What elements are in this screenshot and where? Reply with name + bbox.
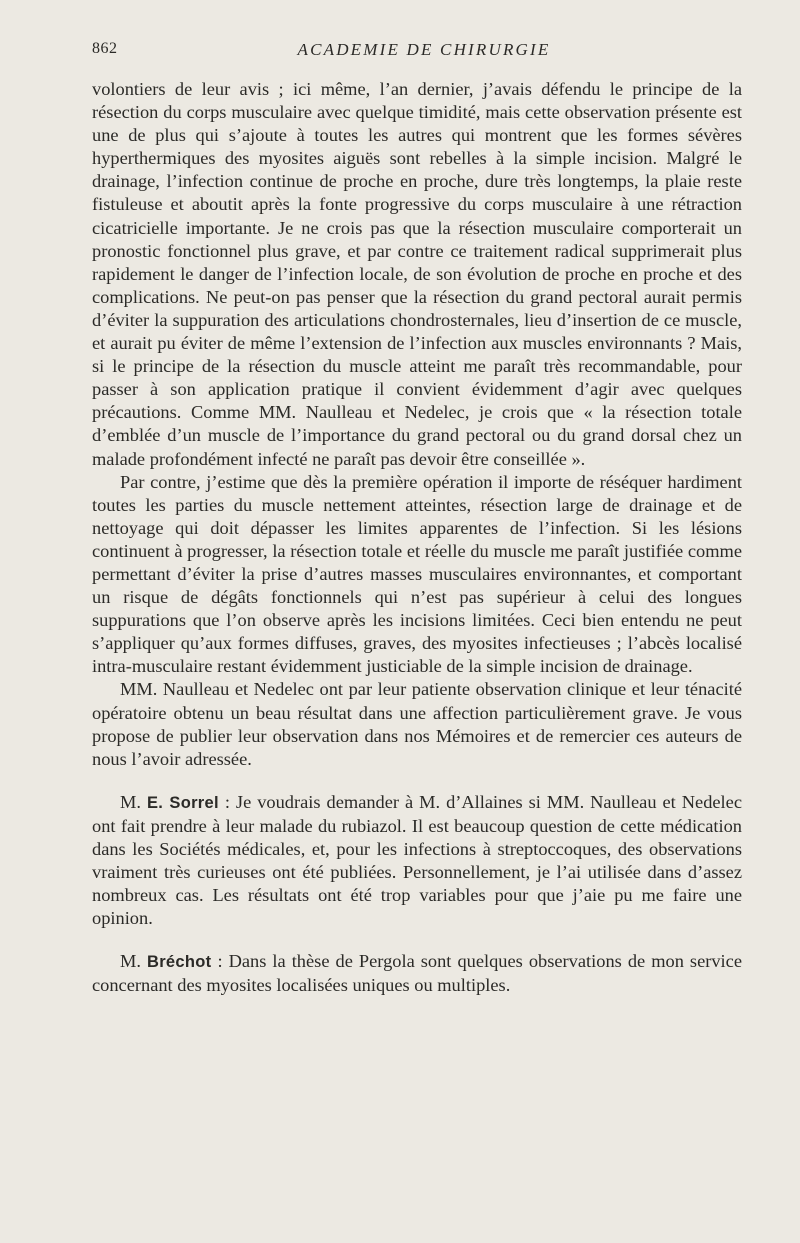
- brechot-remark: : Dans la thèse de Pergola sont quelques observations de mon service concernant des myosites localisées uniques ou multiples.: [92, 951, 742, 996]
- speaker-prefix: M.: [120, 791, 147, 812]
- paragraph-brechot: [92, 950, 742, 997]
- speaker-prefix: M.: [120, 951, 147, 972]
- running-head: ACADEMIE DE CHIRURGIE: [297, 40, 551, 59]
- speaker-name-sorrel: E. Sorrel: [146, 793, 219, 812]
- paragraph-par-contre: Par contre, j’estime que dès la première opération il importe de réséquer hardiment toutes les parties du muscle nettement atteintes, résection large de drainage et de nettoyage qui doit dépasser les limites apparentes de l’infection. Si les lésions continuent à progresser, la résection totale et réelle du muscle me paraît justifiée comme permettant d’éviter la prise d’autres masses musculaires environnantes, et comportant un risque de dégâts fonctionnels qui n’est pas supérieur à celui des longues suppurations que l’on observe après les incisions limitées. Ceci bien entendu ne peut s’appliquer qu’aux formes diffuses, graves, des myosites infectieuses ; l’abcès localisé intra-musculaire restant évidemment justiciable de la simple incision de drainage.: [92, 471, 742, 677]
- paragraph-conclusion: MM. Naulleau et Nedelec ont par leur patiente observation clinique et leur ténacité opératoire obtenu un beau résultat dans une affection particulièrement grave. Je vous propose de publier leur observation dans nos Mémoires et de remercier ces auteurs de nous l’avoir adressée.: [92, 679, 742, 769]
- paragraph-sorrel: [92, 791, 742, 931]
- page-header: [92, 40, 742, 64]
- sorrel-remark: : Je voudrais demander à M. d’Allaines si MM. Naulleau et Nedelec ont fait prendre à leur malade du rubiazol. Il est beaucoup question de cette médication dans les Sociétés médicales, et, pour les infections à streptoccoques, des observations vraiment très curieuses ont été publiées. Personnellement, je l’ai utilisée dans d’assez nombreux cas. Les résultats ont été trop variables pour que j’aie pu me faire une opinion.: [92, 791, 742, 929]
- page-number: 862: [92, 40, 118, 57]
- body-text: [92, 78, 742, 998]
- paragraph-continuation: volontiers de leur avis ; ici même, l’an dernier, j’avais défendu le principe de la résection du corps musculaire avec quelque timidité, mais cette observation présente est une de plus qui s’ajoute à toutes les autres qui montrent que les formes sévères hyperthermiques des myosites aiguës sont rebelles à la simple incision. Malgré le drainage, l’infection continue de proche en proche, dure très longtemps, la plaie reste fistuleuse et aboutit après la fonte progressive du corps musculaire à une rétraction cicatricielle importante. Je ne crois pas que la résection musculaire comporterait un pronostic fonctionnel plus grave, et par contre ce traitement radical supprimerait plus rapidement le danger de l’infection locale, de son évolution de proche en proche et des complications. Ne peut-on pas penser que la résection du grand pectoral aurait permis d’éviter la suppuration des articulations chondrosternales, lieu d’insertion de ce muscle, et aurait pu éviter de même l’extension de l’infection aux muscles environnants ? Mais, si le principe de la résection du muscle atteint me paraît très recommandable, pour passer à son application pratique il convient évidemment d’agir avec quelques précautions. Comme MM. Naulleau et Nedelec, je crois que « la résection totale d’emblée d’un muscle de l’importance du grand pectoral ou du grand dorsal chez un malade profondément infecté ne paraît pas devoir être conseillée ».: [92, 79, 742, 469]
- speaker-name-brechot: Bréchot: [146, 953, 212, 972]
